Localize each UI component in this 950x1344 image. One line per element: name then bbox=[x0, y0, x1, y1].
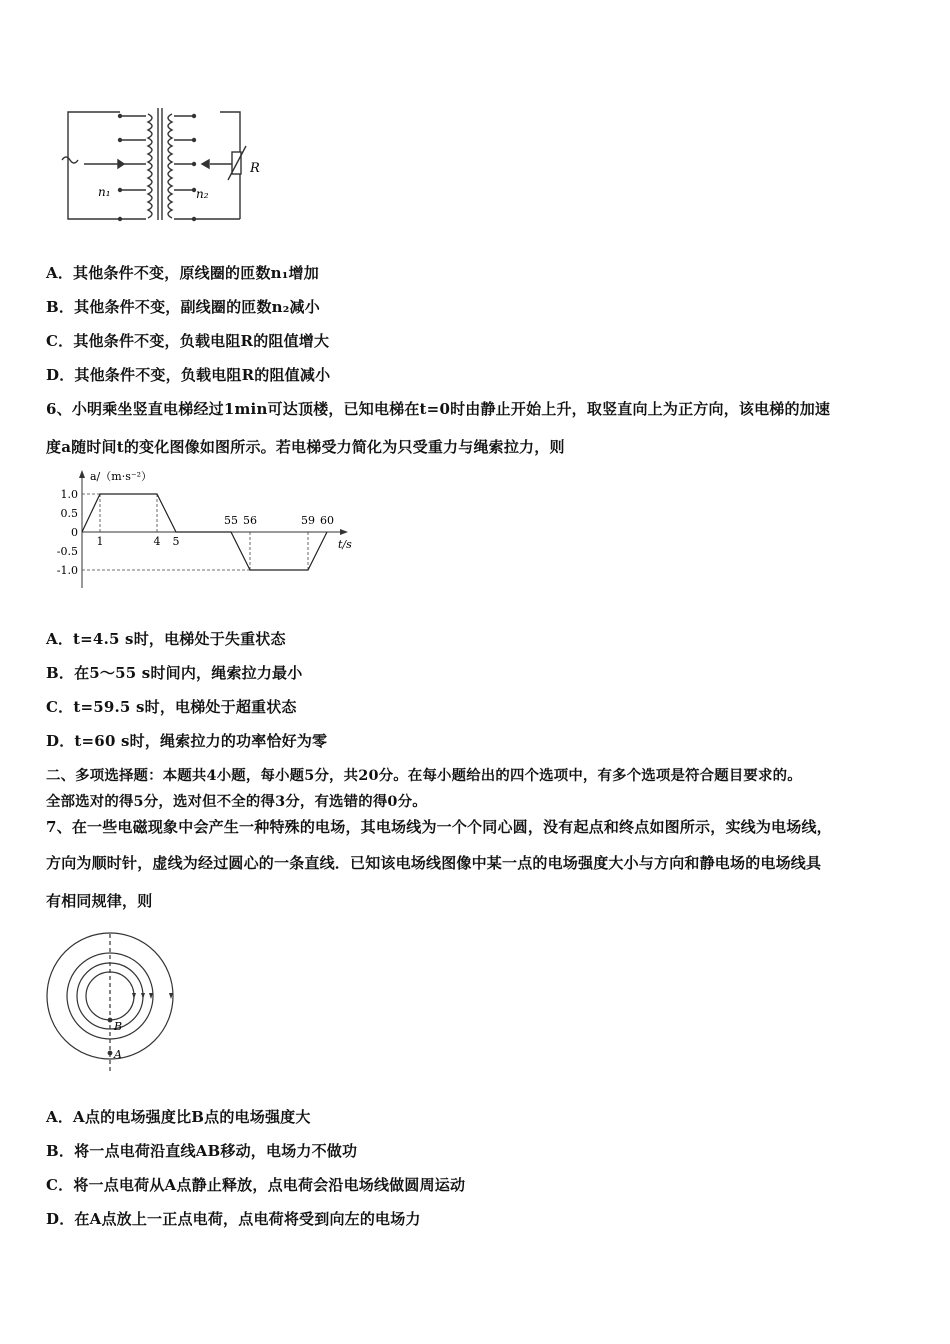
q5-option-a: A．其他条件不变，原线圈的匝数n₁增加 bbox=[46, 264, 319, 282]
q6-stem-line1: 6、小明乘坐竖直电梯经过1min可达顶楼，已知电梯在t=0时由静止开始上升，取竖直向上为正方向，该电梯的加速 bbox=[46, 400, 831, 418]
q6-stem-line2: 度a随时间t的变化图像如图所示。若电梯受力简化为只受重力与绳索拉力，则 bbox=[46, 438, 565, 456]
x-tick-label: 60 bbox=[320, 514, 334, 527]
q6-option-d: D．t=60 s时，绳索拉力的功率恰好为零 bbox=[46, 732, 328, 750]
y-tick-label: -0.5 bbox=[56, 545, 78, 558]
y-tick-label: 0 bbox=[71, 526, 78, 539]
section2-header-line1: 二、多项选择题：本题共4小题，每小题5分，共20分。在每小题给出的四个选项中，有多个选项是符合题目要求的。 bbox=[46, 767, 802, 784]
r-label: R bbox=[250, 161, 260, 176]
point-b bbox=[108, 1018, 113, 1023]
q7-stem-line2: 方向为顺时针，虚线为经过圆心的一条直线．已知该电场线图像中某一点的电场强度大小与方向和静电场的电场线具 bbox=[46, 854, 822, 872]
q5-option-b: B．其他条件不变，副线圈的匝数n₂减小 bbox=[46, 298, 320, 316]
y-tick-label: -1.0 bbox=[56, 564, 78, 577]
point-a bbox=[108, 1051, 113, 1056]
field-lines-figure bbox=[44, 932, 184, 1076]
x-axis-label: t/s bbox=[338, 538, 352, 551]
y-tick-label: 1.0 bbox=[60, 488, 78, 501]
x-tick-label: 5 bbox=[172, 535, 180, 548]
x-tick-label: 56 bbox=[243, 514, 257, 527]
x-tick-label: 4 bbox=[153, 535, 161, 548]
q5-option-d: D．其他条件不变，负载电阻R的阻值减小 bbox=[46, 366, 331, 384]
q6-option-a: A．t=4.5 s时，电梯处于失重状态 bbox=[46, 630, 286, 648]
x-tick-label: 59 bbox=[301, 514, 315, 527]
acceleration-chart bbox=[46, 466, 376, 596]
point-a-label: A bbox=[114, 1048, 122, 1061]
q5-option-c: C．其他条件不变，负载电阻R的阻值增大 bbox=[46, 332, 330, 350]
n1-label: n₁ bbox=[98, 185, 111, 199]
q7-option-c: C．将一点电荷从A点静止释放，点电荷会沿电场线做圆周运动 bbox=[46, 1176, 466, 1194]
q6-option-c: C．t=59.5 s时，电梯处于超重状态 bbox=[46, 698, 297, 716]
q7-stem-line3: 有相同规律，则 bbox=[46, 892, 153, 910]
x-tick-label: 55 bbox=[224, 514, 238, 527]
q7-stem-line1: 7、在一些电磁现象中会产生一种特殊的电场，其电场线为一个个同心圆，没有起点和终点如图所示，实线为电场线， bbox=[46, 818, 832, 836]
q7-option-d: D．在A点放上一正点电荷，点电荷将受到向左的电场力 bbox=[46, 1210, 421, 1228]
section2-header-line2: 全部选对的得5分，选对但不全的得3分，有选错的得0分。 bbox=[46, 793, 427, 810]
q7-option-a: A．A点的电场强度比B点的电场强度大 bbox=[46, 1108, 311, 1126]
transformer-figure bbox=[60, 102, 280, 227]
q6-option-b: B．在5～55 s时间内，绳索拉力最小 bbox=[46, 664, 303, 682]
y-tick-label: 0.5 bbox=[60, 507, 78, 520]
q7-option-b: B．将一点电荷沿直线AB移动，电场力不做功 bbox=[46, 1142, 358, 1160]
point-b-label: B bbox=[114, 1020, 123, 1033]
x-tick-label: 1 bbox=[96, 535, 104, 548]
y-axis-label: a/（m·s⁻²） bbox=[90, 470, 153, 483]
n2-label: n₂ bbox=[196, 187, 209, 201]
